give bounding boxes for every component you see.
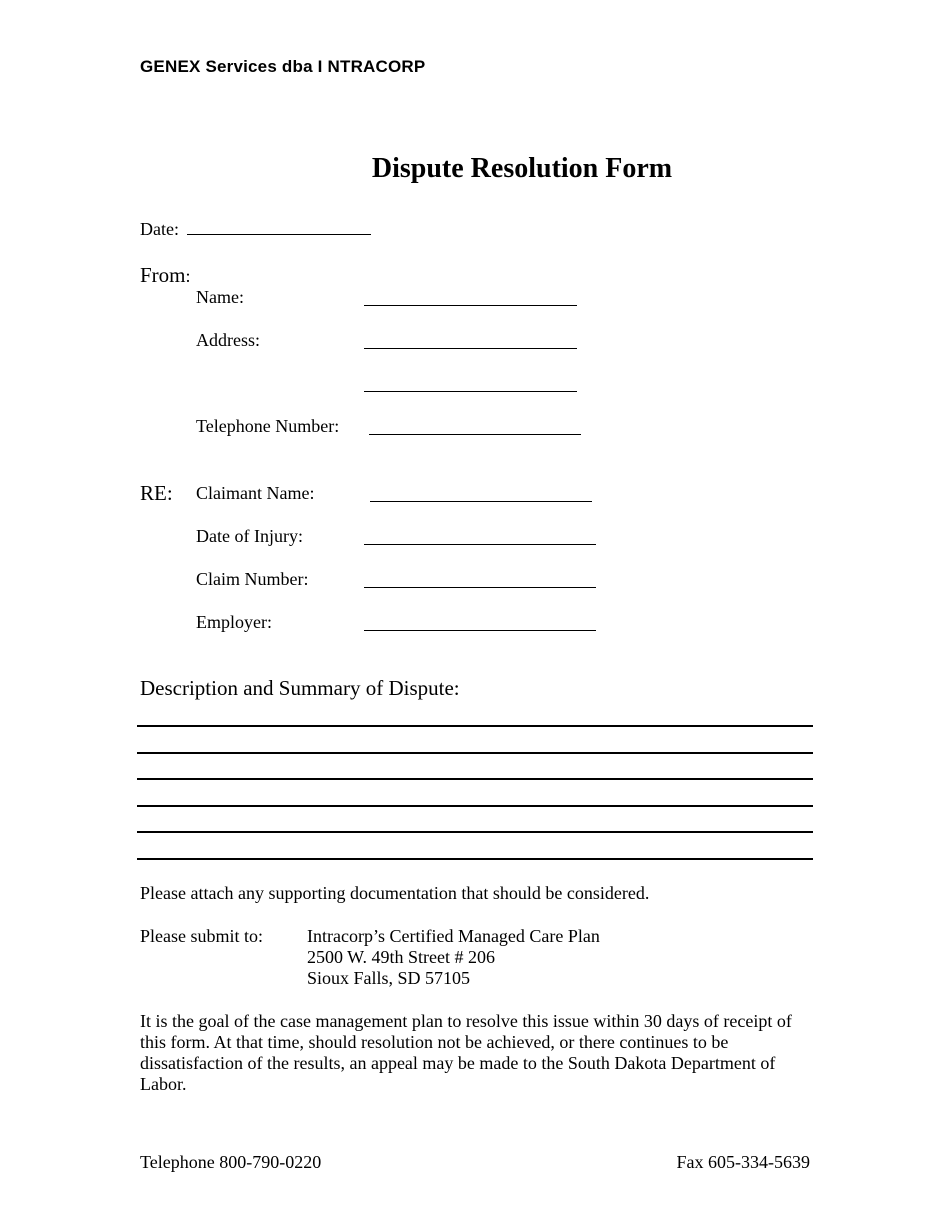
footer-fax: Fax 605-334-5639 bbox=[676, 1152, 810, 1172]
description-line[interactable] bbox=[137, 858, 813, 860]
address-label: Address: bbox=[196, 330, 260, 350]
date-of-injury-label: Date of Injury: bbox=[196, 526, 303, 546]
form-title: Dispute Resolution Form bbox=[371, 153, 673, 184]
submit-address bbox=[307, 926, 600, 989]
description-line[interactable] bbox=[137, 831, 813, 833]
submit-label: Please submit to: bbox=[140, 926, 263, 946]
claim-number-field[interactable] bbox=[364, 587, 596, 588]
telephone-field[interactable] bbox=[369, 434, 581, 435]
telephone-label: Telephone Number: bbox=[196, 416, 340, 436]
date-row bbox=[140, 219, 371, 240]
footer-telephone: Telephone 800-790-0220 bbox=[140, 1152, 322, 1172]
goal-paragraph: It is the goal of the case management plan to resolve this issue within 30 days of receipt of this form. At that time, should resolution not be achieved, or there continues to be dissatisfaction of the results, an appeal may be made to the South Dakota Department of Labor. bbox=[140, 1011, 792, 1094]
address-field-2[interactable] bbox=[364, 391, 577, 392]
address-line: Intracorp’s Certified Managed Care Plan bbox=[307, 926, 600, 946]
date-of-injury-field[interactable] bbox=[364, 544, 596, 545]
claimant-name-field[interactable] bbox=[370, 501, 592, 502]
company-header: GENEX Services dba I NTRACORP bbox=[140, 57, 426, 76]
address-field-1[interactable] bbox=[364, 348, 577, 349]
date-label: Date: bbox=[140, 219, 179, 239]
description-heading: Description and Summary of Dispute: bbox=[140, 676, 460, 700]
description-line[interactable] bbox=[137, 725, 813, 727]
employer-field[interactable] bbox=[364, 630, 596, 631]
attach-note: Please attach any supporting documentation that should be considered. bbox=[140, 883, 650, 903]
from-colon: : bbox=[185, 266, 191, 286]
description-line[interactable] bbox=[137, 778, 813, 780]
address-line: 2500 W. 49th Street # 206 bbox=[307, 947, 495, 967]
from-heading bbox=[140, 263, 191, 288]
description-line[interactable] bbox=[137, 805, 813, 807]
re-label: RE: bbox=[140, 481, 173, 505]
employer-label: Employer: bbox=[196, 612, 272, 632]
claim-number-label: Claim Number: bbox=[196, 569, 309, 589]
from-label: From bbox=[140, 263, 186, 287]
address-line: Sioux Falls, SD 57105 bbox=[307, 968, 471, 988]
date-field[interactable] bbox=[187, 234, 371, 235]
name-label: Name: bbox=[196, 287, 244, 307]
description-line[interactable] bbox=[137, 752, 813, 754]
name-field[interactable] bbox=[364, 305, 577, 306]
claimant-name-label: Claimant Name: bbox=[196, 483, 315, 503]
